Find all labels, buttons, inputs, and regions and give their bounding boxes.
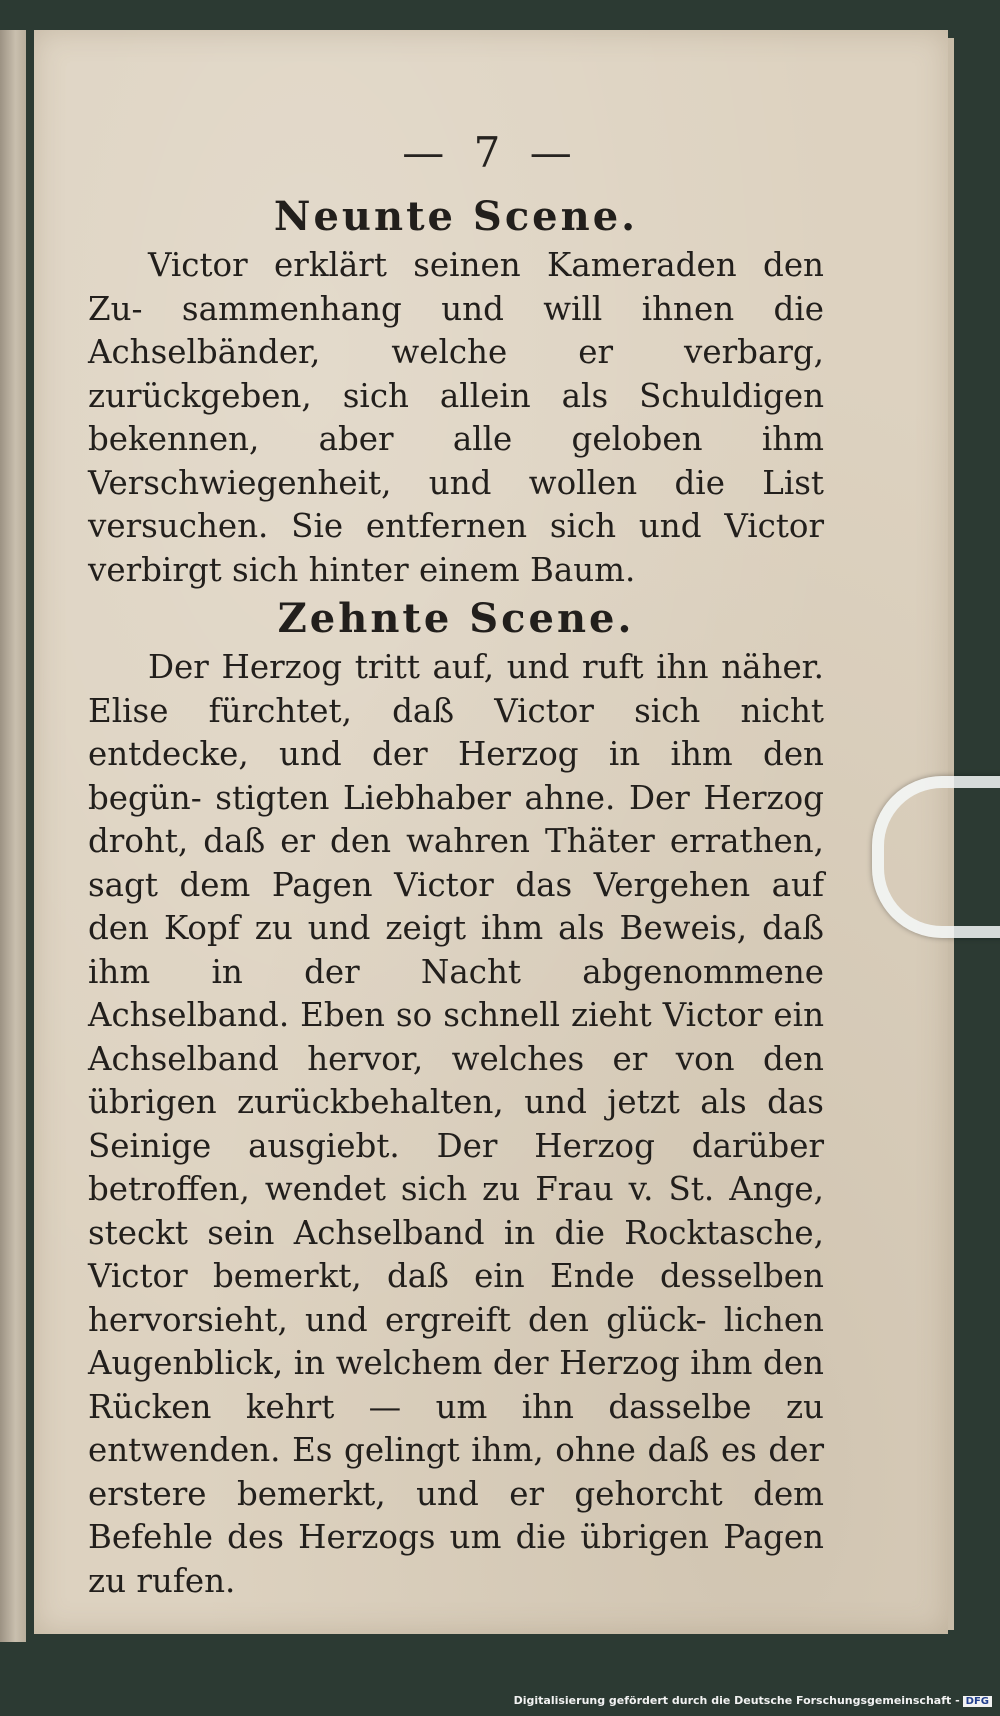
- paragraph-neunte: [88, 244, 824, 592]
- text-line: zu rufen.: [88, 1561, 236, 1600]
- text-line: so schnell zieht Victor ein Achselband hervor,: [88, 996, 824, 1078]
- paragraph-zehnte: [88, 646, 824, 1603]
- text-line: Befehle des Herzogs um die übrigen Pagen: [88, 1518, 824, 1556]
- text-line: ihm den Rücken kehrt — um ihn dasselbe: [88, 1344, 824, 1426]
- text-line: Kopf zu und zeigt ihm als Beweis, daß ihm: [88, 909, 824, 991]
- section-heading-neunte: Neunte Scene.: [273, 193, 639, 240]
- text-line: näher. Elise fürchtet, daß Victor sich nicht: [88, 648, 824, 730]
- section-heading-zehnte: Zehnte Scene.: [277, 595, 635, 642]
- text-line: Der Herzog tritt auf, und ruft ihn: [148, 648, 709, 686]
- credit-text: Digitalisierung gefördert durch die Deutsche Forschungsgemeinschaft -: [513, 1694, 960, 1707]
- text-line: als Schuldigen bekennen, aber alle geloben: [88, 376, 824, 458]
- text-line: sammenhang und will ihnen die Achselbänder,: [88, 289, 824, 371]
- page-holder-clip: [872, 776, 1000, 938]
- book-page: [34, 30, 948, 1634]
- digitization-credit: [514, 1694, 992, 1707]
- text-line: stigten Liebhaber ahne. Der Herzog droht,: [88, 778, 824, 860]
- text-line: versuchen. Sie entfernen sich und Victor: [88, 507, 824, 545]
- text-line: ihm Verschwiegenheit, und wollen die List: [88, 420, 824, 502]
- text-line: welche er verbarg, zurückgeben, sich allein: [88, 333, 824, 415]
- text-line: Victor erklärt seinen Kameraden den Zu-: [88, 246, 824, 328]
- text-line: und jetzt als das Seinige ausgiebt. Der: [88, 1083, 824, 1165]
- text-line: die Rocktasche, Victor bemerkt, daß ein Ende: [88, 1213, 824, 1295]
- text-line: lichen Augenblick, in welchem der Herzog: [88, 1300, 824, 1382]
- text-line: Herzog darüber betroffen, wendet sich zu: [88, 1126, 824, 1208]
- text-line: Frau v. St. Ange, steckt sein Achselband in: [88, 1170, 824, 1252]
- text-line: entdecke, und der Herzog in ihm den begün-: [88, 735, 824, 817]
- dfg-logo: DFG: [963, 1696, 992, 1707]
- text-line: verbirgt sich hinter einem Baum.: [88, 550, 636, 589]
- page-text: [88, 190, 824, 1603]
- text-line: daß er den wahren Thäter errathen, sagt: [88, 822, 824, 904]
- text-line: in der Nacht abgenommene Achselband. Eben: [88, 952, 824, 1034]
- text-line: dem Pagen Victor das Vergehen auf den: [88, 865, 824, 947]
- page-number: — 7 —: [402, 128, 580, 177]
- adjacent-page-edge: [0, 30, 26, 1642]
- text-line: es der erstere bemerkt, und er gehorcht dem: [88, 1431, 824, 1513]
- text-line: welches er von den übrigen zurückbehalten,: [88, 1039, 824, 1121]
- text-line: desselben hervorsieht, und ergreift den glück-: [88, 1257, 824, 1339]
- text-line: zu entwenden. Es gelingt ihm, ohne daß: [88, 1387, 824, 1469]
